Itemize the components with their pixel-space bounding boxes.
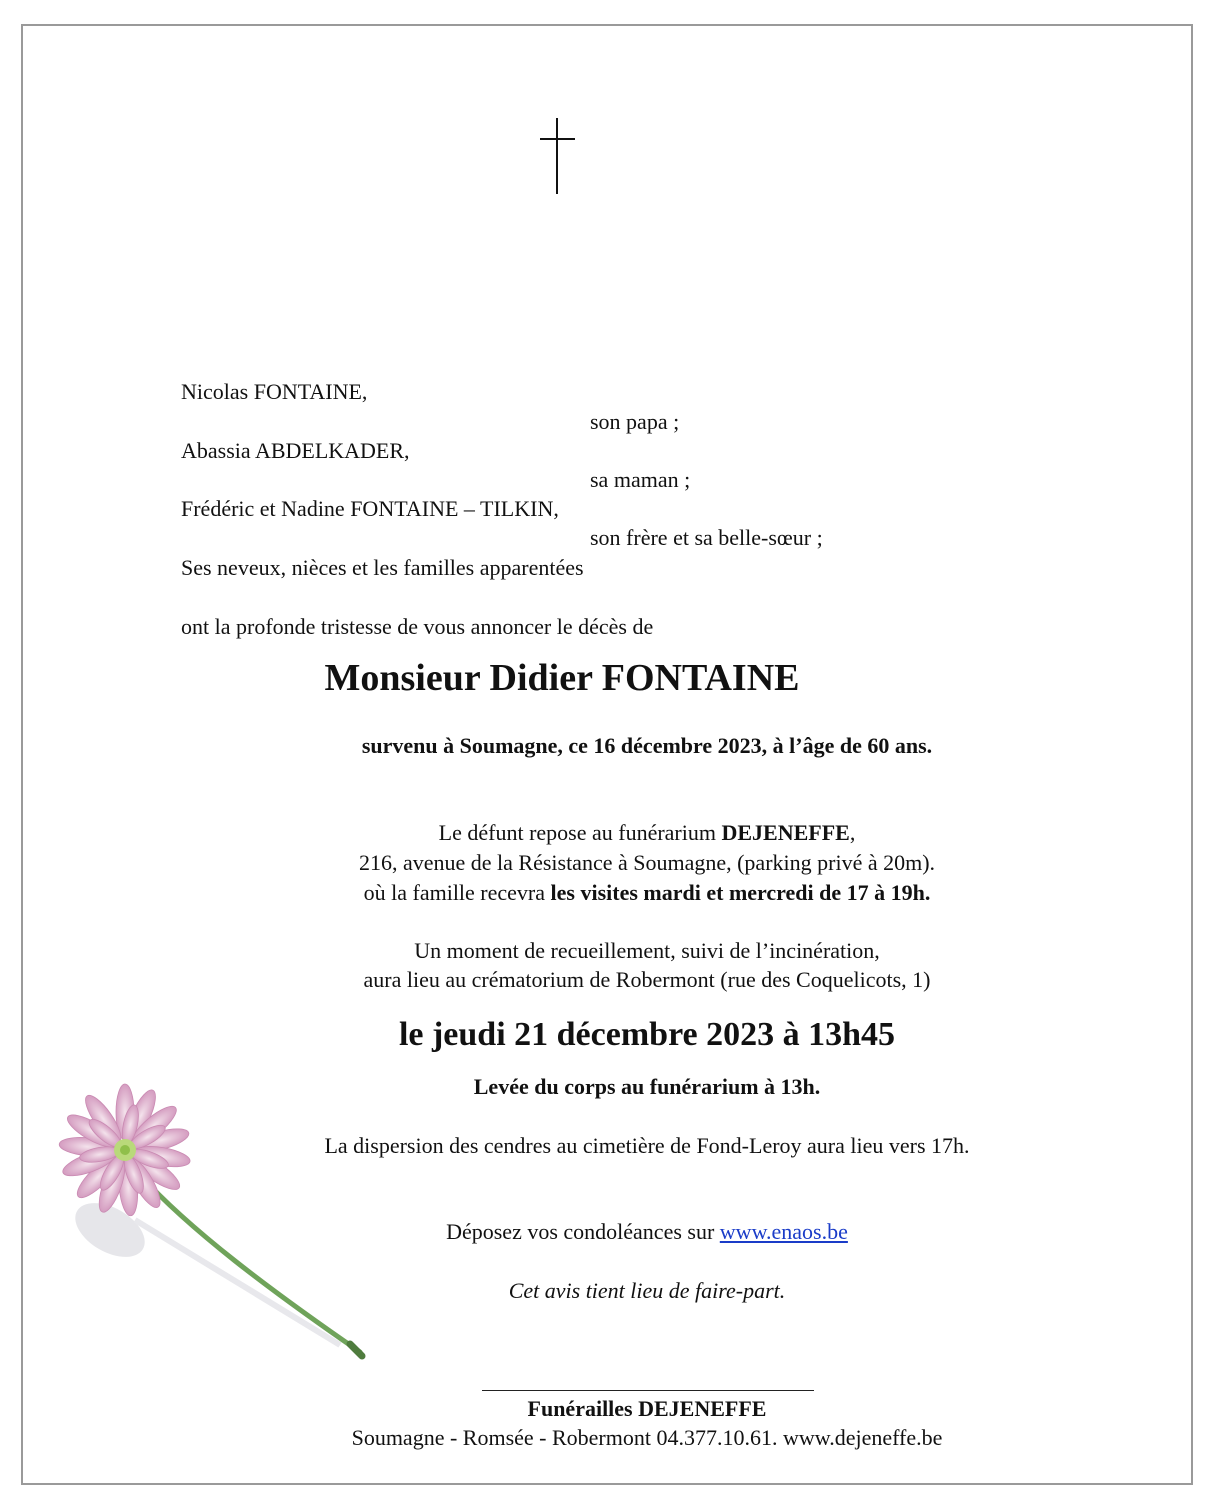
family-relation-3: son frère et sa belle-sœur ; [590,525,823,550]
footer-company: Funérailles DEJENEFFE [527,1396,767,1421]
visits-hours: les visites mardi et mercredi de 17 à 19h. [550,880,931,905]
funerarium-suffix: , [849,820,856,845]
signature-divider [482,1390,814,1391]
visits-prefix: où la famille recevra [363,880,551,905]
family-name-2: Abassia ABDELKADER, [181,438,410,463]
footer-contact: Soumagne - Romsée - Robermont 04.377.10.61. www.dejeneffe.be [351,1425,943,1450]
announce-text: ont la profonde tristesse de vous annoncer le décès de [181,614,654,639]
ceremony-line-1: Un moment de recueillement, suivi de l’incinération, [414,938,880,963]
funerarium-line-1 [40,820,1214,846]
funerarium-visits [40,880,1214,906]
condolences-prefix: Déposez vos condoléances sur [446,1219,720,1244]
deceased-name: Monsieur Didier FONTAINE [324,657,800,699]
ceremony-date: le jeudi 21 décembre 2023 à 13h45 [398,1016,896,1053]
funerarium-address: 216, avenue de la Résistance à Soumagne, (parking privé à 20m). [358,850,936,875]
condolences-link[interactable]: www.enaos.be [719,1219,848,1244]
family-name-4: Ses neveux, nièces et les familles apparentées [181,555,584,580]
funerarium-name: DEJENEFFE [721,820,850,845]
death-info: survenu à Soumagne, ce 16 décembre 2023, à l’âge de 60 ans. [361,733,933,758]
family-name-1: Nicolas FONTAINE, [181,379,368,404]
cross-icon [540,118,576,194]
levee-text: Levée du corps au funérarium à 13h. [473,1074,821,1099]
dispersion-text: La dispersion des cendres au cimetière de Fond-Leroy aura lieu vers 17h. [324,1133,970,1158]
family-relation-2: sa maman ; [590,467,691,492]
funerarium-prefix: Le défunt repose au funérarium [438,820,722,845]
flower-illustration [40,1080,380,1380]
notice-text: Cet avis tient lieu de faire-part. [508,1278,786,1303]
family-relation-1: son papa ; [590,409,680,434]
family-name-3: Frédéric et Nadine FONTAINE – TILKIN, [181,496,559,521]
ceremony-line-2: aura lieu au crématorium de Robermont (rue des Coquelicots, 1) [363,967,931,992]
